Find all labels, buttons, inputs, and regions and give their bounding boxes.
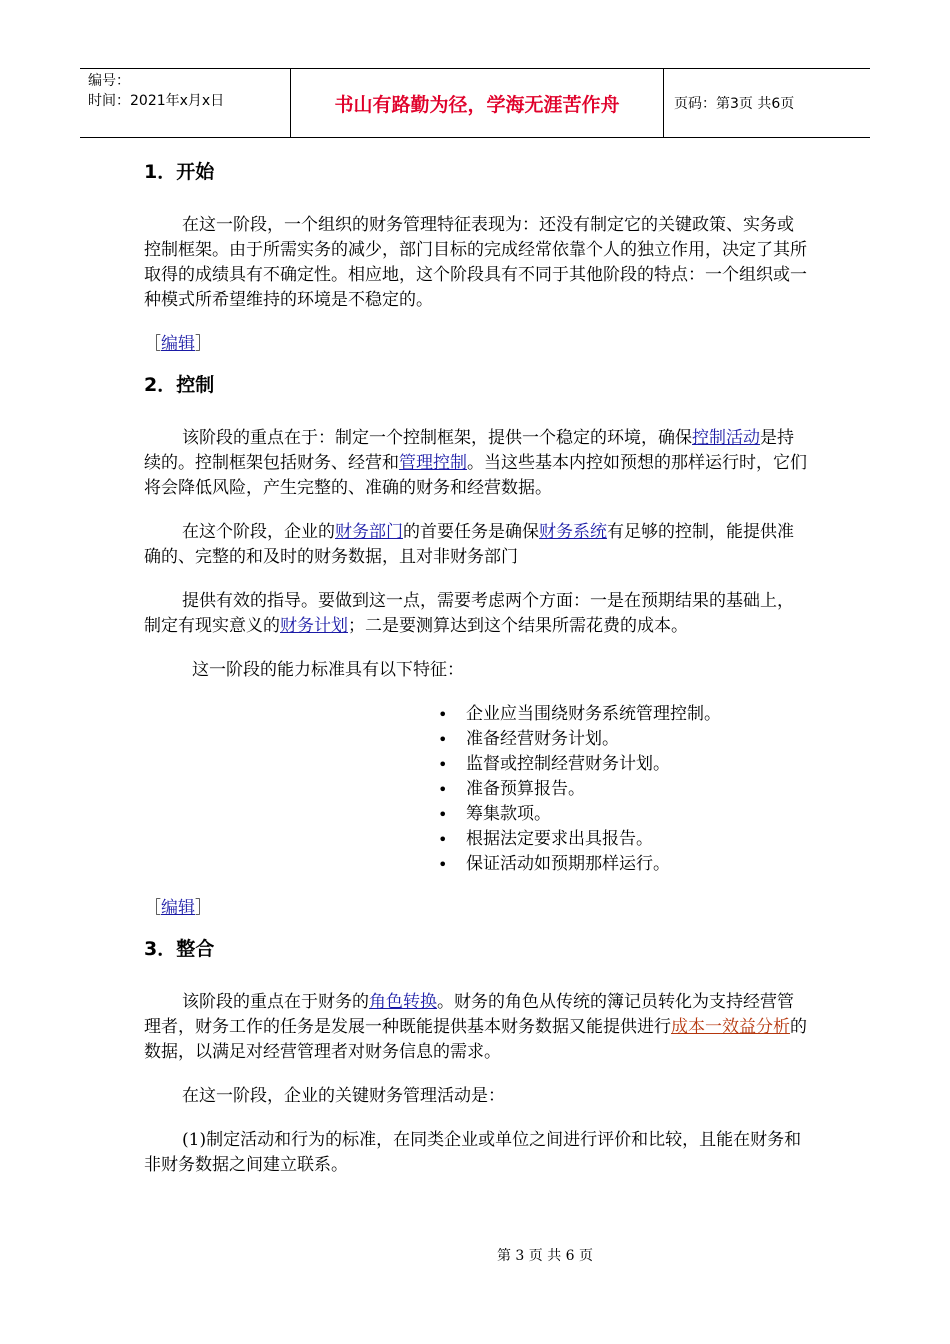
section-heading-integration: 3．整合 bbox=[144, 938, 215, 960]
section2-paragraph-4: 这一阶段的能力标准具有以下特征： bbox=[192, 660, 464, 680]
bracket-open: ［ bbox=[144, 334, 161, 354]
competency-list bbox=[144, 702, 810, 877]
section3-paragraph-2: 在这一阶段，企业的关键财务管理活动是： bbox=[182, 1086, 505, 1106]
list-item: • 根据法定要求出具报告。 bbox=[466, 827, 810, 852]
link-control-activities[interactable]: 控制活动 bbox=[692, 428, 760, 448]
link-cost-benefit-analysis[interactable]: 成本一效益分析 bbox=[671, 1017, 790, 1037]
edit-link[interactable]: 编辑 bbox=[161, 898, 195, 918]
section1-paragraph: 在这一阶段，一个组织的财务管理特征表现为：还没有制定它的关键政策、实务或控制框架。由于所需实务的减少，部门目标的完成经常依靠个人的独立作用，决定了其所取得的成绩具有不确定性。相应地，这个阶段具有不同于其他阶段的特点：一个组织或一种模式所希望维持的环境是不稳定的。 bbox=[144, 215, 807, 310]
link-finance-plan[interactable]: 财务计划 bbox=[280, 616, 348, 636]
section3-paragraph-1: 该阶段的重点在于财务的角色转换。财务的角色从传统的簿记员转化为支持经营管理者，财务工作的任务是发展一种既能提供基本财务数据又能提供进行成本一效益分析的数据，以满足对经营管理者对财务信息的需求。 bbox=[144, 992, 807, 1062]
section3-paragraph-3: (1)制定活动和行为的标准，在同类企业或单位之间进行评价和比较，且能在财务和非财务数据之间建立联系。 bbox=[144, 1130, 802, 1175]
link-finance-system[interactable]: 财务系统 bbox=[539, 522, 607, 542]
time-label: 时间：2021年x月x日 bbox=[88, 93, 225, 109]
link-management-control[interactable]: 管理控制 bbox=[399, 453, 467, 473]
header-left-cell bbox=[80, 69, 291, 137]
footer-page-number: 第 3 页 共 6 页 bbox=[496, 1248, 594, 1264]
list-item: • 准备预算报告。 bbox=[466, 777, 810, 802]
edit-link-row bbox=[144, 896, 810, 921]
list-item: • 筹集款项。 bbox=[466, 802, 810, 827]
list-item: • 企业应当围绕财务系统管理控制。 bbox=[466, 702, 810, 727]
header-page-label: 页码：第3页 共6页 bbox=[674, 96, 795, 112]
edit-link[interactable]: 编辑 bbox=[161, 334, 195, 354]
number-label: 编号： bbox=[88, 73, 130, 89]
document-body bbox=[144, 150, 810, 1178]
bracket-open: ［ bbox=[144, 898, 161, 918]
list-item: • 保证活动如预期那样运行。 bbox=[466, 852, 810, 877]
link-finance-department[interactable]: 财务部门 bbox=[335, 522, 403, 542]
section-heading-start: 1．开始 bbox=[144, 161, 215, 183]
header-motto: 书山有路勤为径，学海无涯苦作舟 bbox=[291, 69, 664, 137]
section2-paragraph-2: 在这个阶段，企业的财务部门的首要任务是确保财务系统有足够的控制，能提供准确的、完整的和及时的财务数据，且对非财务部门 bbox=[144, 522, 794, 567]
page-footer bbox=[0, 1245, 950, 1265]
section2-paragraph-3: 提供有效的指导。要做到这一点，需要考虑两个方面：一是在预期结果的基础上，制定有现实意义的财务计划；二是要测算达到这个结果所需花费的成本。 bbox=[144, 591, 794, 636]
edit-link-row bbox=[144, 332, 810, 357]
section2-paragraph-1: 该阶段的重点在于：制定一个控制框架，提供一个稳定的环境，确保控制活动是持续的。控制框架包括财务、经营和管理控制。当这些基本内控如预想的那样运行时，它们将会降低风险，产生完整的、准确的财务和经营数据。 bbox=[144, 428, 807, 498]
bracket-close: ］ bbox=[195, 898, 212, 918]
page-header bbox=[80, 68, 870, 138]
list-item: • 监督或控制经营财务计划。 bbox=[466, 752, 810, 777]
bracket-close: ］ bbox=[195, 334, 212, 354]
section-heading-control: 2．控制 bbox=[144, 374, 215, 396]
list-item: • 准备经营财务计划。 bbox=[466, 727, 810, 752]
link-role-transformation[interactable]: 角色转换 bbox=[369, 992, 437, 1012]
